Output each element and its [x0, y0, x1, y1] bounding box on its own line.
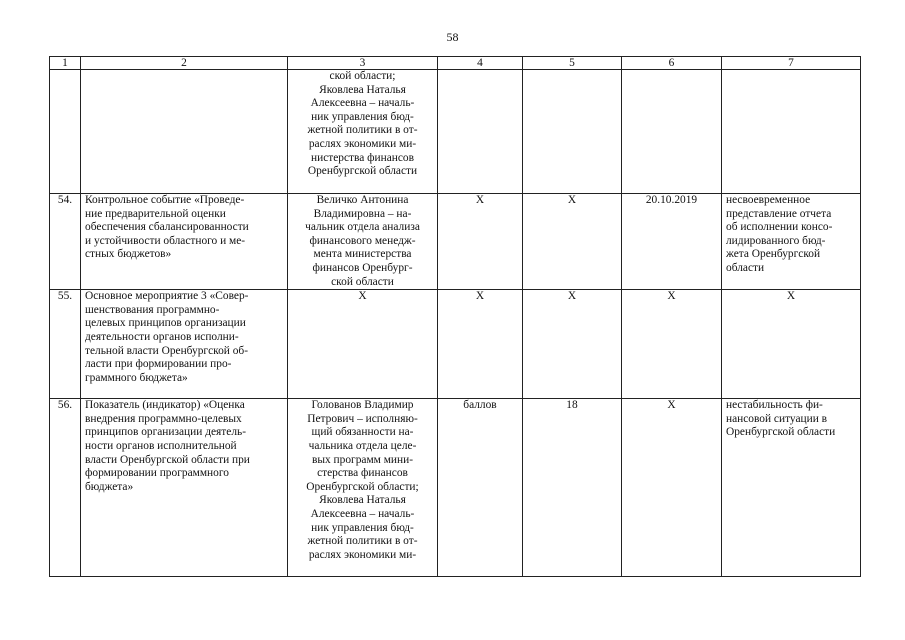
column-header: 7	[722, 57, 861, 70]
risk-cell: Х	[722, 290, 861, 399]
unit-cell: баллов	[438, 399, 523, 577]
responsible-cell: Величко Антонина Владимировна – на- чальник отдела анализа финансового менедж- мента министерства финансов Оренбург- ской области	[288, 194, 438, 290]
column-header: 3	[288, 57, 438, 70]
column-header: 4	[438, 57, 523, 70]
value-cell: Х	[523, 290, 622, 399]
responsible-cell: Голованов Владимир Петрович – исполняю- щий обязанности на- чальника отдела целе- вых программ мини- стерства финансов Оренбургской области; Яковлева Наталья Алексеевна – началь- ник управления бюд- жетной политики в от- раслях экономики ми-	[288, 399, 438, 577]
event-name-cell: Показатель (индикатор) «Оценка внедрения программно-целевых принципов организации деятель- ности органов исполнительной власти Оренбургской области при формировании программного бюджета»	[81, 399, 288, 577]
unit-cell: Х	[438, 290, 523, 399]
unit-cell: Х	[438, 194, 523, 290]
table-row	[50, 70, 861, 194]
event-name-cell: Основное мероприятие 3 «Совер- шенствования программно- целевых принципов организации деятельности органов исполни- тельной власти Оренбургской об- ласти при формировании про- граммного бюджета»	[81, 290, 288, 399]
event-name-cell	[81, 70, 288, 194]
table-row	[50, 194, 861, 290]
date-cell: Х	[622, 399, 722, 577]
row-number-cell: 55.	[50, 290, 81, 399]
table-row	[50, 399, 861, 577]
column-header: 2	[81, 57, 288, 70]
value-cell: 18	[523, 399, 622, 577]
responsible-cell: ской области; Яковлева Наталья Алексеевна – началь- ник управления бюд- жетной политики в от- раслях экономики ми- нистерства финансов Оренбургской области	[288, 70, 438, 194]
date-cell: 20.10.2019	[622, 194, 722, 290]
row-number-cell: 56.	[50, 399, 81, 577]
risk-cell	[722, 70, 861, 194]
responsible-cell: Х	[288, 290, 438, 399]
date-cell: Х	[622, 290, 722, 399]
column-header: 1	[50, 57, 81, 70]
unit-cell	[438, 70, 523, 194]
table-row	[50, 290, 861, 399]
date-cell	[622, 70, 722, 194]
row-number-cell	[50, 70, 81, 194]
event-name-cell: Контрольное событие «Проведе- ние предварительной оценки обеспечения сбалансированности и устойчивости областного и ме- стных бюджетов»	[81, 194, 288, 290]
page-number: 58	[446, 30, 459, 44]
risk-cell: нестабильность фи- нансовой ситуации в Оренбургской области	[722, 399, 861, 577]
column-header: 6	[622, 57, 722, 70]
document-table	[49, 56, 861, 577]
column-header: 5	[523, 57, 622, 70]
value-cell: Х	[523, 194, 622, 290]
value-cell	[523, 70, 622, 194]
risk-cell: несвоевременное представление отчета об исполнении консо- лидированного бюд- жета Оренбургской области	[722, 194, 861, 290]
row-number-cell: 54.	[50, 194, 81, 290]
table-header-row	[50, 57, 861, 70]
